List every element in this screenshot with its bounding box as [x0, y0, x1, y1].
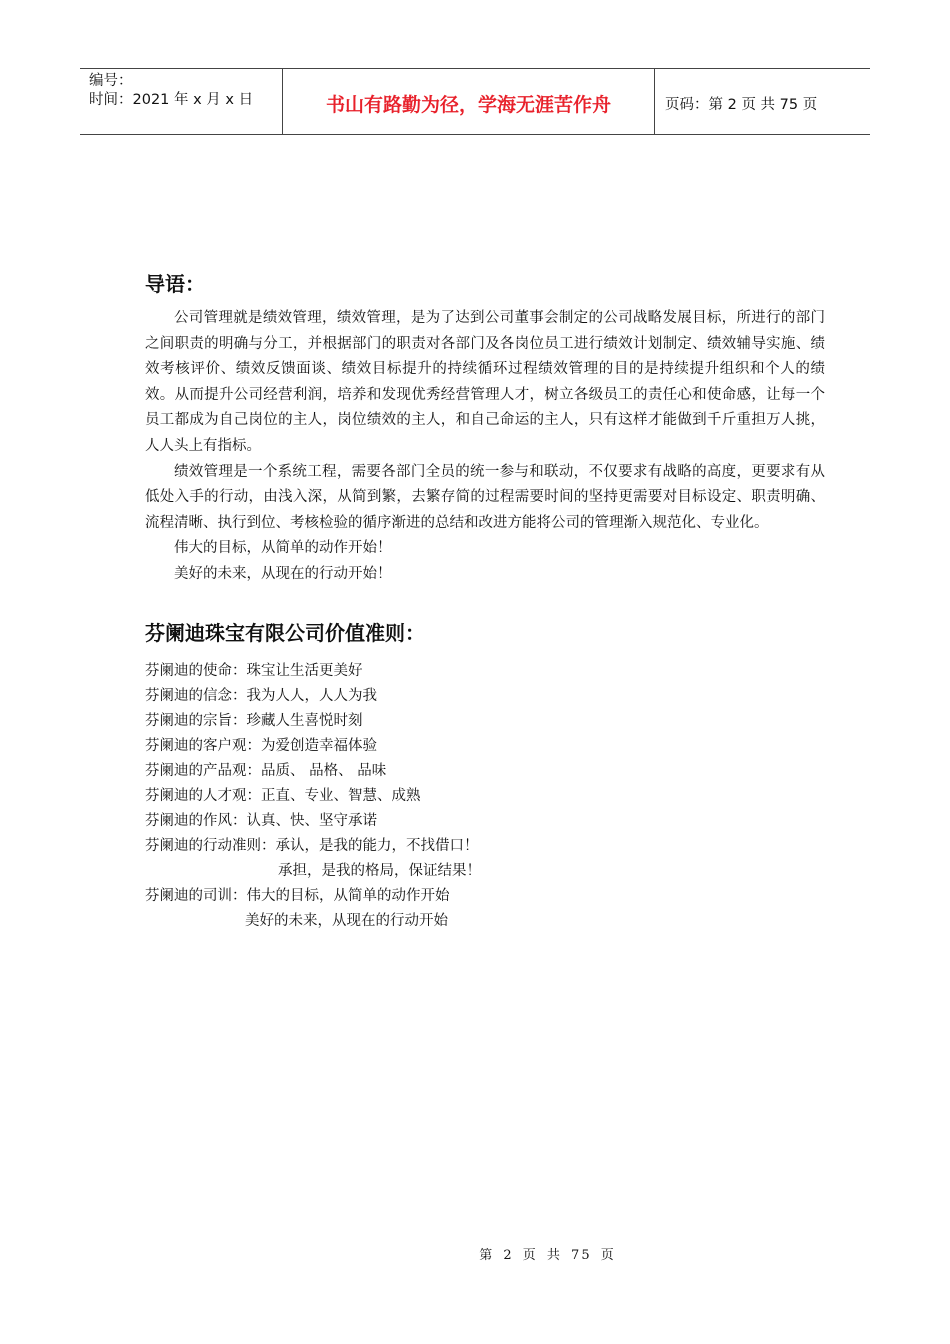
value-customer-view: 芬阑迪的客户观：为爱创造幸福体验 [145, 737, 377, 754]
header-motto: 书山有路勤为径，学海无涯苦作舟 [283, 69, 655, 134]
document-header [80, 68, 870, 135]
intro-slogan-1: 伟大的目标，从简单的动作开始！ [174, 540, 392, 557]
value-style: 芬阑迪的作风：认真、快、坚守承诺 [145, 812, 377, 829]
value-conduct: 芬阑迪的行动准则：承认，是我的能力，不找借口！ [145, 837, 479, 854]
intro-title: 导语： [145, 272, 205, 296]
serial-label: 编号： [89, 73, 133, 89]
time-label: 时间：2021 年 x 月 x 日 [89, 92, 254, 108]
value-belief: 芬阑迪的信念：我为人人，人人为我 [145, 687, 377, 704]
header-page-info: 页码：第 2 页 共 75 页 [665, 97, 818, 113]
intro-paragraph-2: 绩效管理是一个系统工程，需要各部门全员的统一参与和联动，不仅要求有战略的高度，更要求有从低处入手的行动，由浅入深，从简到繁，去繁存简的过程需要时间的坚持更需要对目标设定、职责明确、流程清晰、执行到位、考核检验的循序渐进的总结和改进方能将公司的管理渐入规范化、专业化。 [145, 463, 825, 531]
header-meta-cell [80, 69, 283, 134]
intro-paragraph-1: 公司管理就是绩效管理，绩效管理，是为了达到公司董事会制定的公司战略发展目标，所进行的部门之间职责的明确与分工，并根据部门的职责对各部门及各岗位员工进行绩效计划制定、绩效辅导实施、绩效考核评价、绩效反馈面谈、绩效目标提升的持续循环过程绩效管理的目的是持续提升组织和个人的绩效。从而提升公司经营利润，培养和发现优秀经营管理人才，树立各级员工的责任心和使命感，让每一个员工都成为自己岗位的主人，岗位绩效的主人，和自己命运的主人，只有这样才能做到千斤重担万人挑，人人头上有指标。 [145, 310, 825, 454]
value-purpose: 芬阑迪的宗旨：珍藏人生喜悦时刻 [145, 712, 363, 729]
value-product-view: 芬阑迪的产品观：品质、 品格、 品味 [145, 762, 387, 779]
value-conduct-continued: 承担，是我的格局，保证结果！ [278, 862, 481, 879]
value-talent-view: 芬阑迪的人才观：正直、专业、智慧、成熟 [145, 787, 421, 804]
page-footer: 第 2 页 共 75 页 [479, 1248, 616, 1263]
document-body [145, 270, 825, 934]
value-motto-continued: 美好的未来，从现在的行动开始 [245, 912, 448, 929]
values-title: 芬阑迪珠宝有限公司价值准则： [145, 620, 425, 645]
value-mission: 芬阑迪的使命：珠宝让生活更美好 [145, 662, 363, 679]
intro-slogan-2: 美好的未来，从现在的行动开始！ [174, 565, 392, 582]
value-motto: 芬阑迪的司训：伟大的目标，从简单的动作开始 [145, 887, 450, 904]
